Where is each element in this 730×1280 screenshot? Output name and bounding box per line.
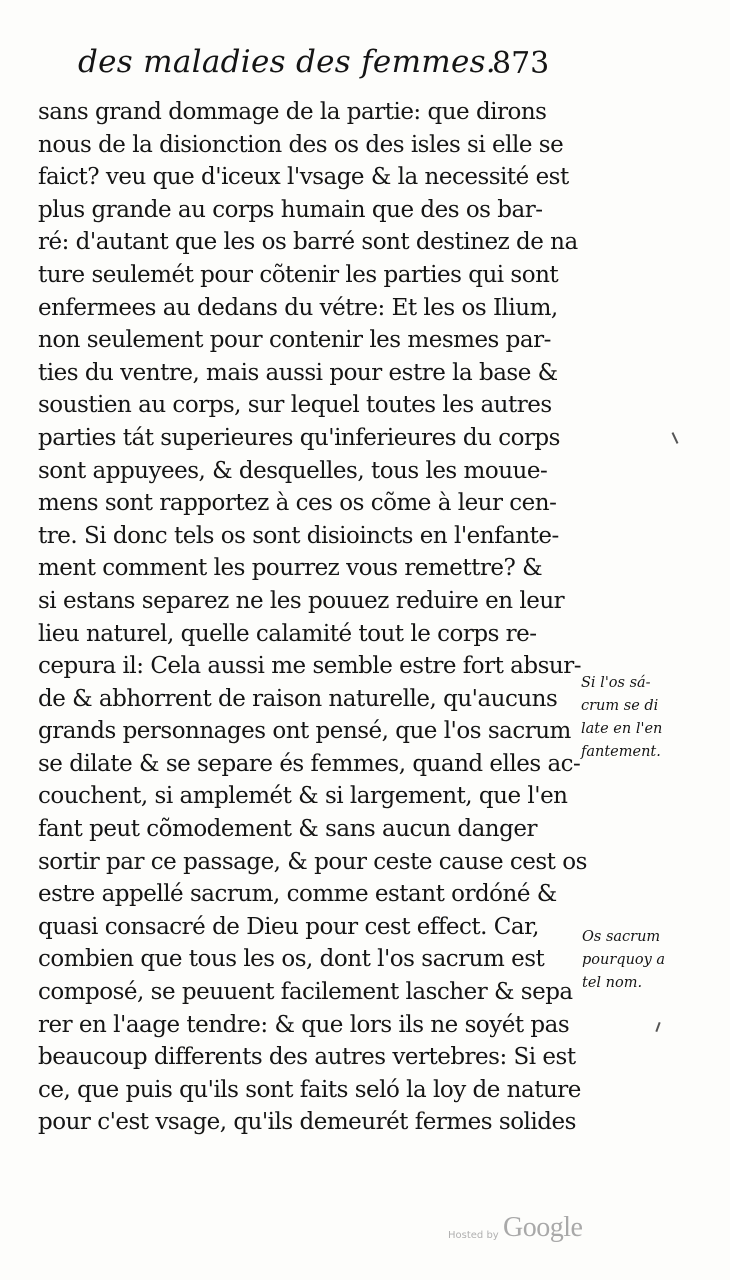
text-line: ré: d'autant que les os barré sont destinez de na <box>38 229 578 256</box>
text-line: cepura il: Cela aussi me semble estre fort absur- <box>38 653 581 680</box>
body-text <box>38 96 587 1139</box>
text-line: si estans separez ne les pouuez reduire en leur <box>38 587 565 614</box>
text-line: sans grand dommage de la partie: que dirons <box>38 99 547 125</box>
margin-note-line: crum se di <box>581 698 659 714</box>
page-number: 873 <box>492 46 550 81</box>
text-line: sortir par ce passage, & pour ceste cause cest os <box>38 848 587 875</box>
margin-note-line: late en l'en <box>581 721 663 737</box>
text-line: combien que tous les os, dont l'os sacrum est <box>38 946 545 973</box>
text-line: plus grande au corps humain que des os bar- <box>38 196 543 223</box>
text-line: non seulement pour contenir les mesmes par- <box>38 327 551 354</box>
text-line: ture seulemét pour cõtenir les parties qui sont <box>38 261 559 288</box>
text-line: pour c'est vsage, qu'ils demeurét fermes solides <box>38 1109 576 1136</box>
text-line: soustien au corps, sur lequel toutes les autres <box>38 392 552 419</box>
text-line: tre. Si donc tels os sont disioincts en l'enfante- <box>38 522 559 549</box>
margin-note-line: fantement. <box>581 744 661 760</box>
ink-mark <box>672 432 679 444</box>
text-line: se dilate & se separe és femmes, quand elles ac- <box>38 750 581 777</box>
text-line: quasi consacré de Dieu pour cest effect. Car, <box>38 913 539 940</box>
text-line: ties du ventre, mais aussi pour estre la base & <box>38 359 558 386</box>
text-line: faict? veu que d'iceux l'vsage & la necessité est <box>38 164 569 191</box>
margin-note-line: tel nom. <box>582 975 643 991</box>
ink-mark <box>655 1022 660 1032</box>
text-line: beaucoup differents des autres vertebres: Si est <box>38 1044 576 1071</box>
hosted-by-label: Hosted by <box>448 1230 499 1241</box>
text-line: enfermees au dedans du vétre: Et les os Ilium, <box>38 294 558 321</box>
text-line: de & abhorrent de raison naturelle, qu'aucuns <box>38 685 558 712</box>
text-line: lieu naturel, quelle calamité tout le corps re- <box>38 620 537 647</box>
text-line: estre appellé sacrum, comme estant ordóné & <box>38 881 557 908</box>
text-line: couchent, si amplemét & si largement, que l'en <box>38 783 568 810</box>
text-line: nous de la disionction des os des isles si elle se <box>38 131 564 158</box>
text-line: composé, se peuuent facilement lascher & sepa <box>38 979 573 1006</box>
text-line: parties tát superieures qu'inferieures du corps <box>38 424 560 451</box>
text-line: rer en l'aage tendre: & que lors ils ne soyét pas <box>38 1011 570 1038</box>
margin-note-line: Os sacrum <box>582 929 661 945</box>
margin-note <box>581 672 662 764</box>
running-title: des maladies des femmes. <box>78 44 496 80</box>
text-line: fant peut cõmodement & sans aucun danger <box>38 816 537 843</box>
margin-note-line: Si l'os sá- <box>581 675 651 691</box>
text-line: ment comment les pourrez vous remettre? & <box>38 555 543 582</box>
text-line: sont appuyees, & desquelles, tous les mouue- <box>38 457 548 484</box>
text-line: ce, que puis qu'ils sont faits seló la loy de nature <box>38 1076 581 1103</box>
margin-note <box>582 926 665 995</box>
margin-note-line: pourquoy a <box>582 952 666 968</box>
google-logo: Google <box>503 1212 583 1243</box>
text-line: mens sont rapportez à ces os cõme à leur cen- <box>38 490 557 517</box>
text-line: grands personnages ont pensé, que l'os sacrum <box>38 718 571 745</box>
